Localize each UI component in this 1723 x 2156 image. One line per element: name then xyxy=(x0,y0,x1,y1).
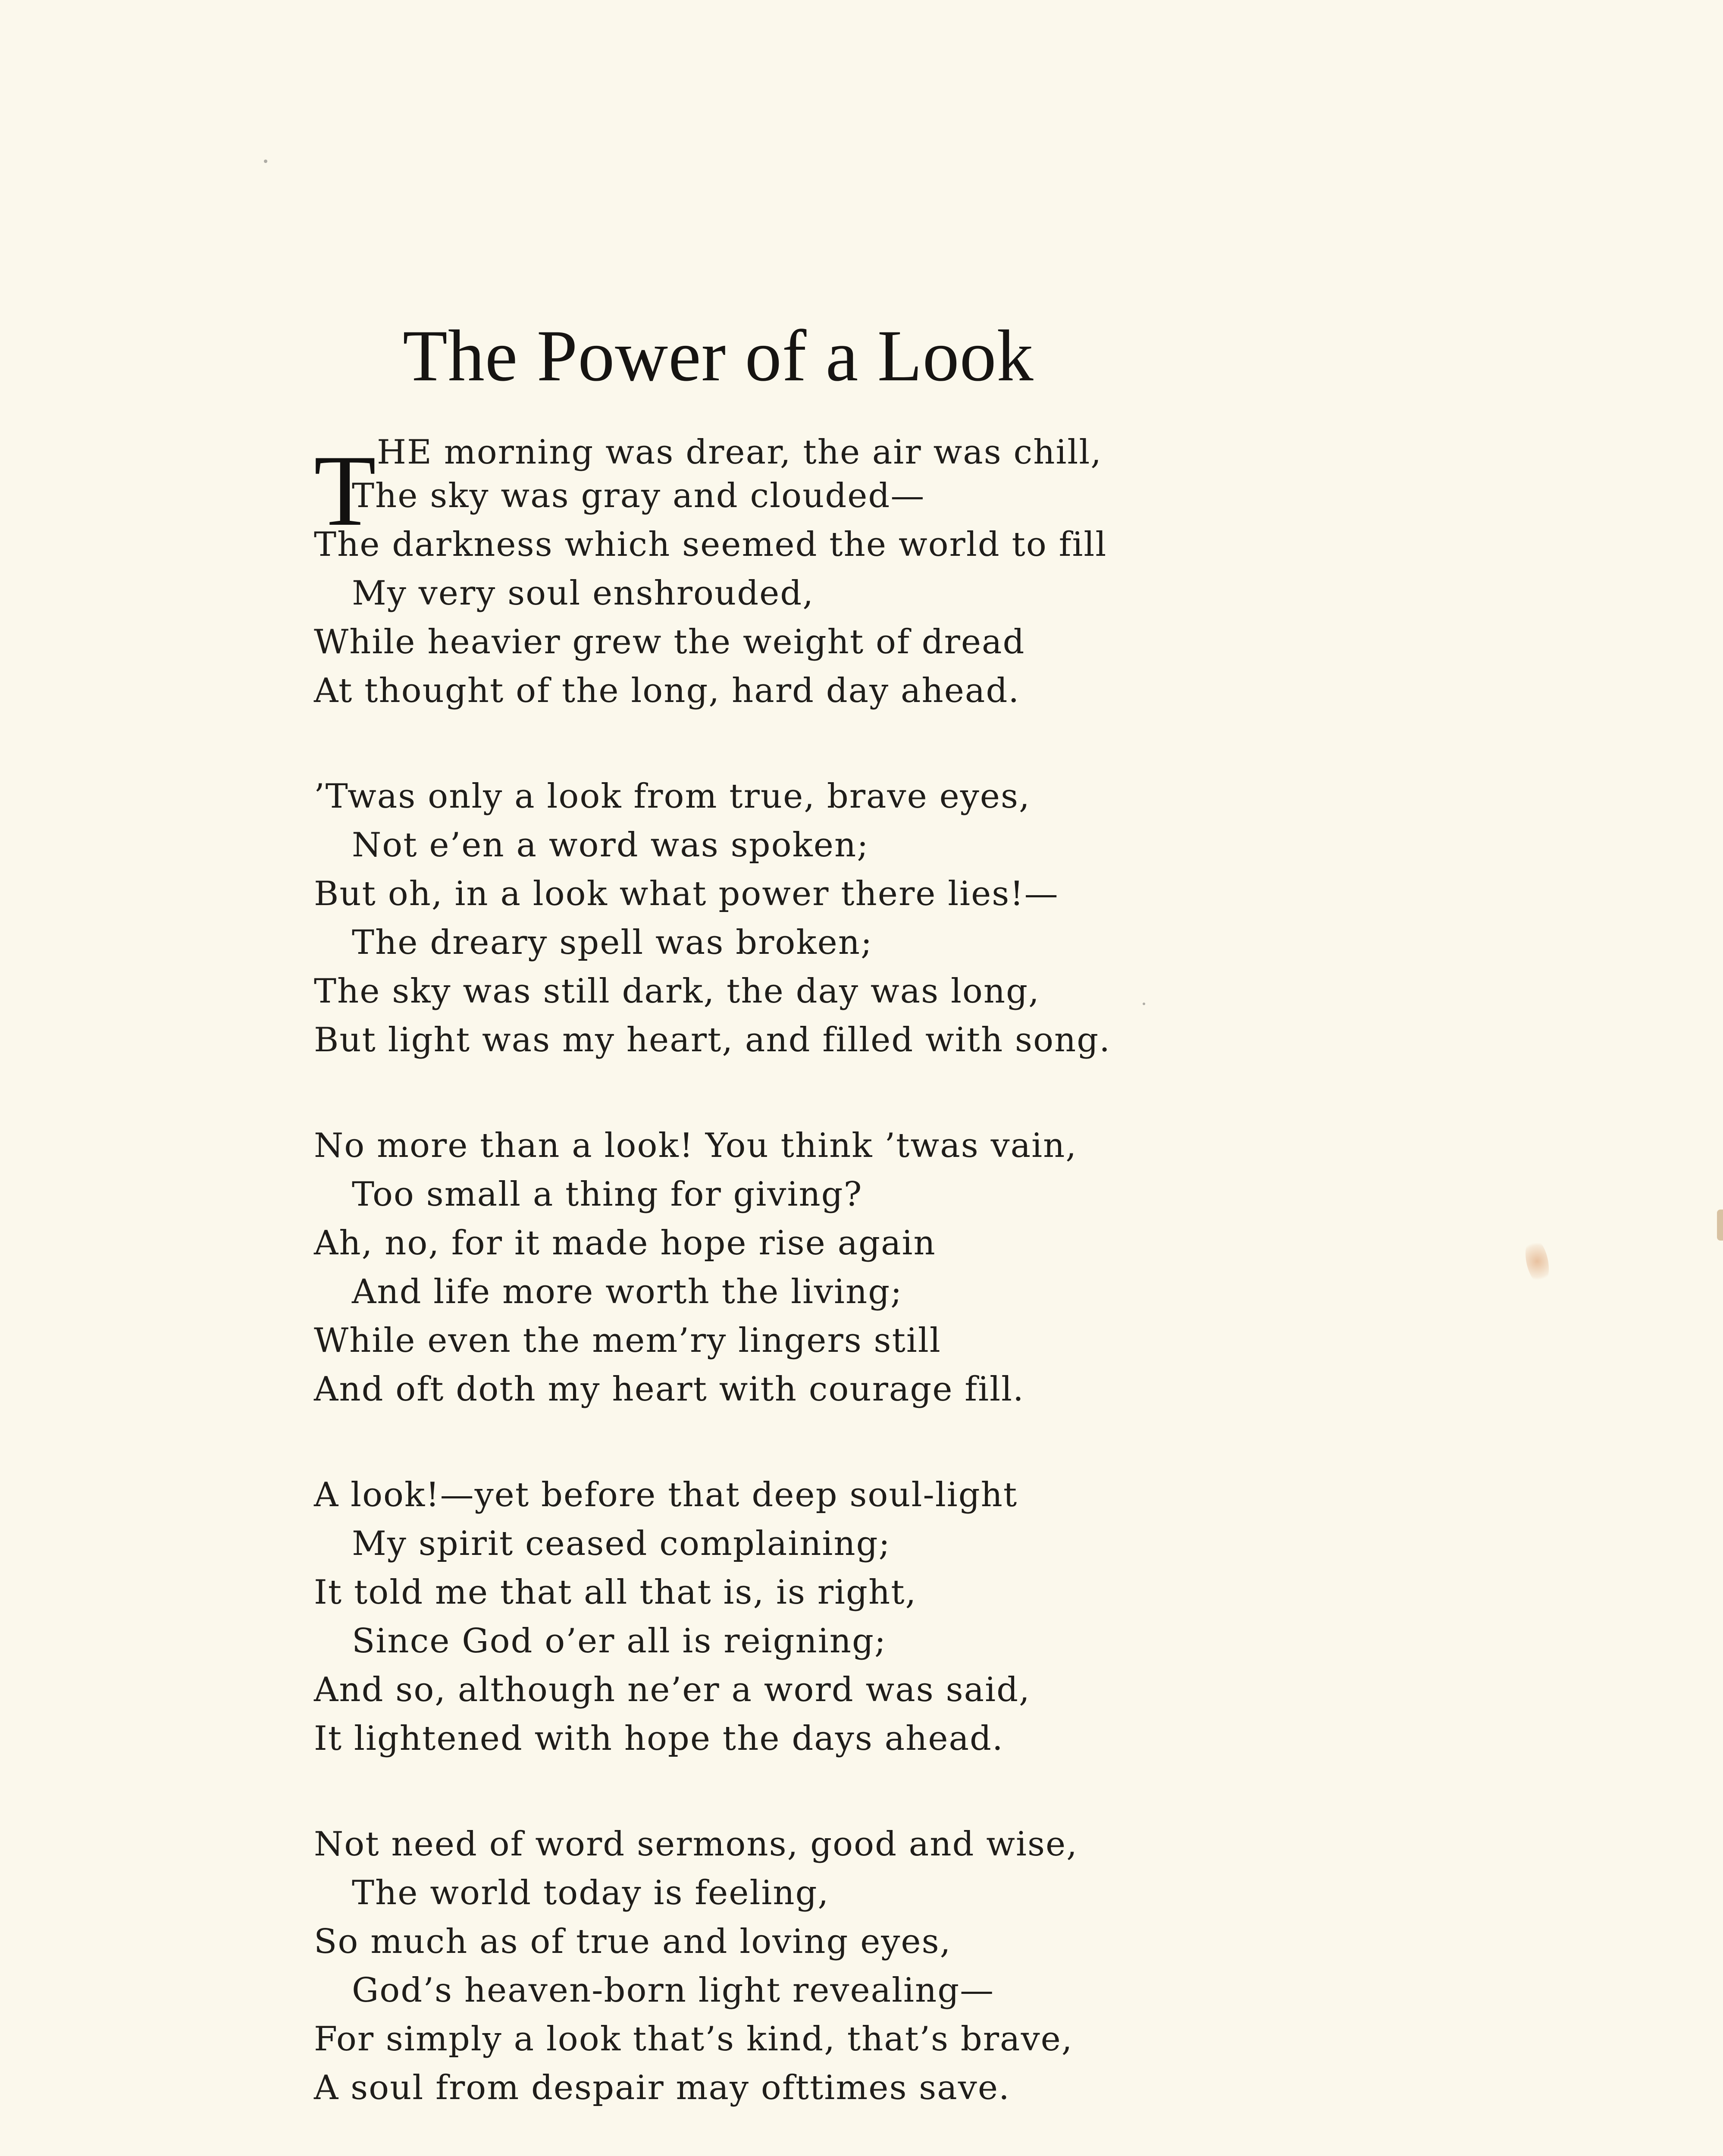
poem-line: For simply a look that’s kind, that’s brave, xyxy=(314,2020,1073,2059)
poem-line: My spirit ceased complaining; xyxy=(352,1524,891,1563)
stanza-3 xyxy=(314,1122,1262,1414)
stanza-5 xyxy=(314,1820,1262,2112)
stanza-4 xyxy=(314,1471,1262,1763)
poem-title: The Power of a Look xyxy=(403,315,1034,396)
poem-body xyxy=(314,425,1262,2112)
poem-line: And oft doth my heart with courage fill. xyxy=(314,1370,1024,1409)
poem-line: A soul from despair may ofttimes save. xyxy=(314,2068,1010,2107)
poem-line: A look!—yet before that deep soul-light xyxy=(314,1476,1018,1514)
poem-line: God’s heaven-born light revealing— xyxy=(352,1971,995,2010)
poem-line: It lightened with hope the days ahead. xyxy=(314,1719,1004,1758)
poem-line: The sky was still dark, the day was long, xyxy=(314,972,1040,1011)
poem-line: So much as of true and loving eyes, xyxy=(314,1922,952,1961)
poem-line: The darkness which seemed the world to fill xyxy=(314,525,1107,564)
poem-line: The sky was gray and clouded— xyxy=(352,476,925,515)
poem-line: Too small a thing for giving? xyxy=(352,1175,863,1214)
drop-cap: T xyxy=(314,435,377,547)
poem-line: Not e’en a word was spoken; xyxy=(352,826,869,865)
poem-line: At thought of the long, hard day ahead. xyxy=(314,671,1020,710)
stanza-2 xyxy=(314,772,1262,1065)
poem-line: Ah, no, for it made hope rise again xyxy=(314,1224,936,1263)
poem-line: The world today is feeling, xyxy=(352,1874,830,1912)
stanza-1 xyxy=(314,425,1262,715)
poem-line: And so, although ne’er a word was said, xyxy=(314,1670,1031,1709)
poem-line: The dreary spell was broken; xyxy=(352,923,873,962)
poem-line: It told me that all that is, is right, xyxy=(314,1573,917,1612)
poem-line: While heavier grew the weight of dread xyxy=(314,623,1025,661)
paper-stain xyxy=(1522,1236,1553,1287)
poem-line: My very soul enshrouded, xyxy=(352,574,815,613)
poem-line: ’Twas only a look from true, brave eyes, xyxy=(314,777,1031,816)
poem-line: No more than a look! You think ’twas vain, xyxy=(314,1126,1078,1165)
poem-line: But oh, in a look what power there lies!— xyxy=(314,874,1059,913)
poem-line: And life more worth the living; xyxy=(352,1272,903,1311)
poem-line: Since God o’er all is reigning; xyxy=(352,1622,887,1661)
paper-edge-mark xyxy=(1717,1210,1723,1241)
poem-line: But light was my heart, and filled with song. xyxy=(314,1021,1111,1059)
paper-speck xyxy=(264,160,267,163)
first-line-text: HE morning was drear, the air was chill, xyxy=(377,433,1103,472)
poem-line: Not need of word sermons, good and wise, xyxy=(314,1825,1078,1864)
poem-line: While even the mem’ry lingers still xyxy=(314,1321,941,1360)
